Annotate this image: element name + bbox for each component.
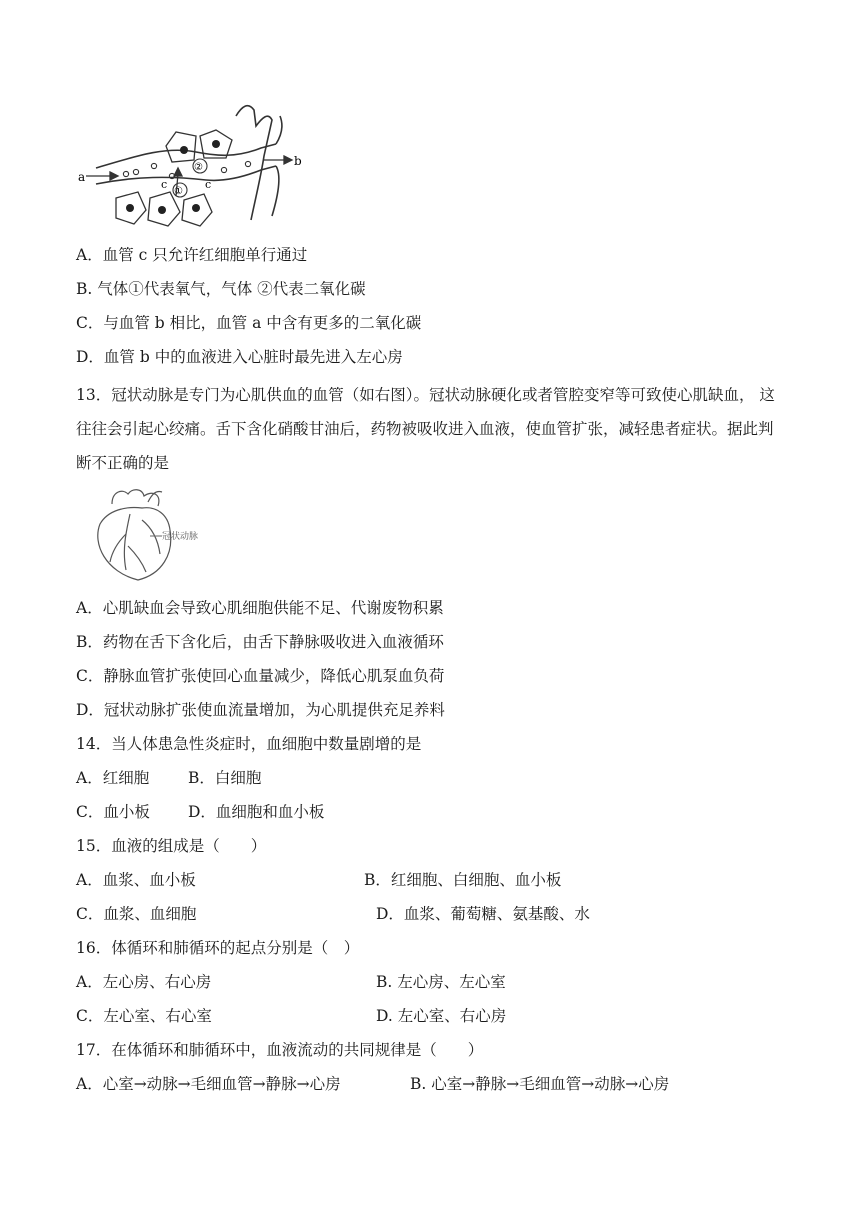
q16-option-a: A．左心房、右心房 [76,973,212,991]
q14-stem: 14．当人体患急性炎症时，血细胞中数量剧增的是 [76,735,422,753]
coronary-artery-label: 冠状动脉 [162,532,199,542]
label-c-2: c [205,178,212,191]
q14-option-b: B．白细胞 [188,769,262,787]
q13-stem: 13．冠状动脉是专门为心肌供血的血管（如右图）。冠状动脉硬化或者管腔变窄等可致使心肌缺血， 这往往会引起心绞痛。舌下含化硝酸甘油后，药物被吸收进入血液，使血管扩张，减轻患者症状。据此判断不正确的是 [76,386,775,472]
heart-illustration [82,484,212,584]
q15-option-a: A．血浆、血小板 [76,871,196,889]
q16-stem: 16．体循环和肺循环的起点分别是（ ） [76,939,360,957]
label-circle-1: ① [174,186,183,197]
q16-option-d: D. 左心室、右心房 [376,1007,507,1025]
q13-option-d: D．冠状动脉扩张使血流量增加，为心肌提供充足养料 [76,701,445,719]
q15-option-c: C．血浆、血细胞 [76,905,197,923]
q15-option-b: B．红细胞、白细胞、血小板 [364,871,562,889]
label-b: b [294,154,302,168]
q12-option-a: A．血管 c 只允许红细胞单行通过 [76,246,308,264]
q17-stem: 17．在体循环和肺循环中，血液流动的共同规律是（ ） [76,1041,484,1059]
q15-option-d: D．血浆、葡萄糖、氨基酸、水 [376,905,590,923]
q16-option-c: C．左心室、右心室 [76,1007,212,1025]
label-circle-2: ② [194,162,203,173]
q13-option-b: B．药物在舌下含化后，由舌下静脉吸收进入血液循环 [76,633,444,651]
label-c-1: c [161,178,168,191]
label-a: a [78,170,86,184]
q14-option-c: C．血小板 [76,803,150,821]
capillary-exchange-diagram [76,96,316,234]
q12-option-d: D．血管 b 中的血液进入心脏时最先进入左心房 [76,348,403,366]
q12-option-b: B. 气体①代表氧气，气体 ②代表二氧化碳 [76,280,366,298]
q16-option-b: B. 左心房、左心室 [376,973,506,991]
q14-option-a: A．红细胞 [76,769,150,787]
q13-option-c: C．静脉血管扩张使回心血量减少，降低心肌泵血负荷 [76,667,445,685]
q17-option-b: B. 心室→静脉→毛细血管→动脉→心房 [410,1075,670,1093]
q15-stem: 15．血液的组成是（ ） [76,837,267,855]
q13-option-a: A．心肌缺血会导致心肌细胞供能不足、代谢废物积累 [76,599,444,617]
q17-option-a: A．心室→动脉→毛细血管→静脉→心房 [76,1075,341,1093]
q12-option-c: C．与血管 b 相比，血管 a 中含有更多的二氧化碳 [76,314,422,332]
q14-option-d: D．血细胞和血小板 [188,803,325,821]
